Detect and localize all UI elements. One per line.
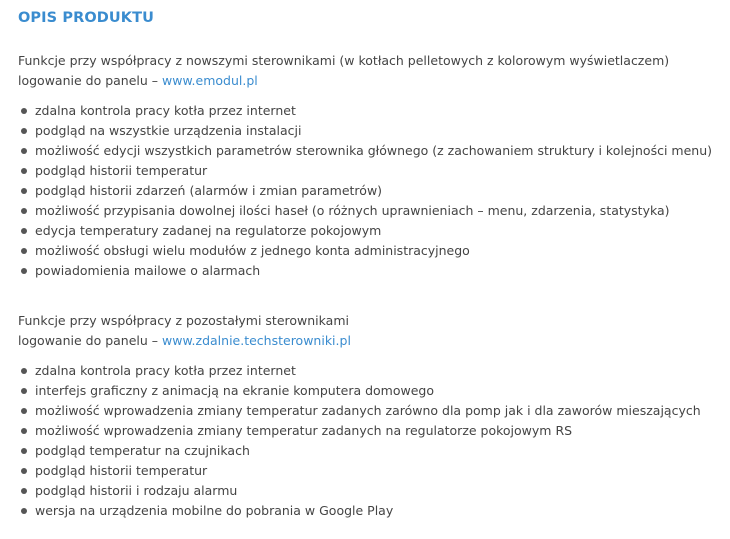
list-item: powiadomienia mailowe o alarmach xyxy=(18,261,718,281)
login-line xyxy=(18,331,718,351)
bullet-icon xyxy=(21,248,27,254)
list-item: podgląd historii temperatur xyxy=(18,161,718,181)
login-link-zdalnie[interactable]: www.zdalnie.techsterowniki.pl xyxy=(162,333,351,348)
list-item: podgląd historii temperatur xyxy=(18,461,718,481)
list-item: interfejs graficzny z animacją na ekranie komputera domowego xyxy=(18,381,718,401)
bullet-icon xyxy=(21,488,27,494)
bullet-icon xyxy=(21,468,27,474)
login-line xyxy=(18,71,718,91)
section-new-controllers xyxy=(18,51,718,281)
list-item: zdalna kontrola pracy kotła przez internet xyxy=(18,361,718,381)
page-title: OPIS PRODUKTU xyxy=(18,10,154,26)
bullet-icon xyxy=(21,128,27,134)
login-prefix: logowanie do panelu – xyxy=(18,333,159,348)
bullet-icon xyxy=(21,408,27,414)
list-item: podgląd na wszystkie urządzenia instalacji xyxy=(18,121,718,141)
bullet-icon xyxy=(21,228,27,234)
list-item: wersja na urządzenia mobilne do pobrania w Google Play xyxy=(18,501,718,521)
bullet-icon xyxy=(21,388,27,394)
feature-list xyxy=(18,361,718,521)
list-item: podgląd historii zdarzeń (alarmów i zmian parametrów) xyxy=(18,181,718,201)
bullet-icon xyxy=(21,208,27,214)
feature-list xyxy=(18,101,718,281)
list-item: edycja temperatury zadanej na regulatorze pokojowym xyxy=(18,221,718,241)
login-link-emodul[interactable]: www.emodul.pl xyxy=(162,73,258,88)
section-heading: Funkcje przy współpracy z pozostałymi sterownikami xyxy=(18,313,349,328)
bullet-icon xyxy=(21,428,27,434)
bullet-icon xyxy=(21,268,27,274)
list-item: możliwość edycji wszystkich parametrów sterownika głównego (z zachowaniem struktury i kolejności menu) xyxy=(18,141,718,161)
list-item: możliwość wprowadzenia zmiany temperatur zadanych na regulatorze pokojowym RS xyxy=(18,421,718,441)
login-prefix: logowanie do panelu – xyxy=(18,73,159,88)
bullet-icon xyxy=(21,188,27,194)
list-item: podgląd temperatur na czujnikach xyxy=(18,441,718,461)
list-item: możliwość obsługi wielu modułów z jednego konta administracyjnego xyxy=(18,241,718,261)
list-item: zdalna kontrola pracy kotła przez internet xyxy=(18,101,718,121)
section-other-controllers xyxy=(18,311,718,521)
list-item: podgląd historii i rodzaju alarmu xyxy=(18,481,718,501)
list-item: możliwość wprowadzenia zmiany temperatur zadanych zarówno dla pomp jak i dla zaworów mieszających xyxy=(18,401,718,421)
bullet-icon xyxy=(21,108,27,114)
bullet-icon xyxy=(21,168,27,174)
bullet-icon xyxy=(21,448,27,454)
list-item: możliwość przypisania dowolnej ilości haseł (o różnych uprawnieniach – menu, zdarzenia, statystyka) xyxy=(18,201,718,221)
section-heading: Funkcje przy współpracy z nowszymi sterownikami (w kotłach pelletowych z kolorowym wyświetlaczem) xyxy=(18,53,670,68)
bullet-icon xyxy=(21,148,27,154)
bullet-icon xyxy=(21,368,27,374)
bullet-icon xyxy=(21,508,27,514)
